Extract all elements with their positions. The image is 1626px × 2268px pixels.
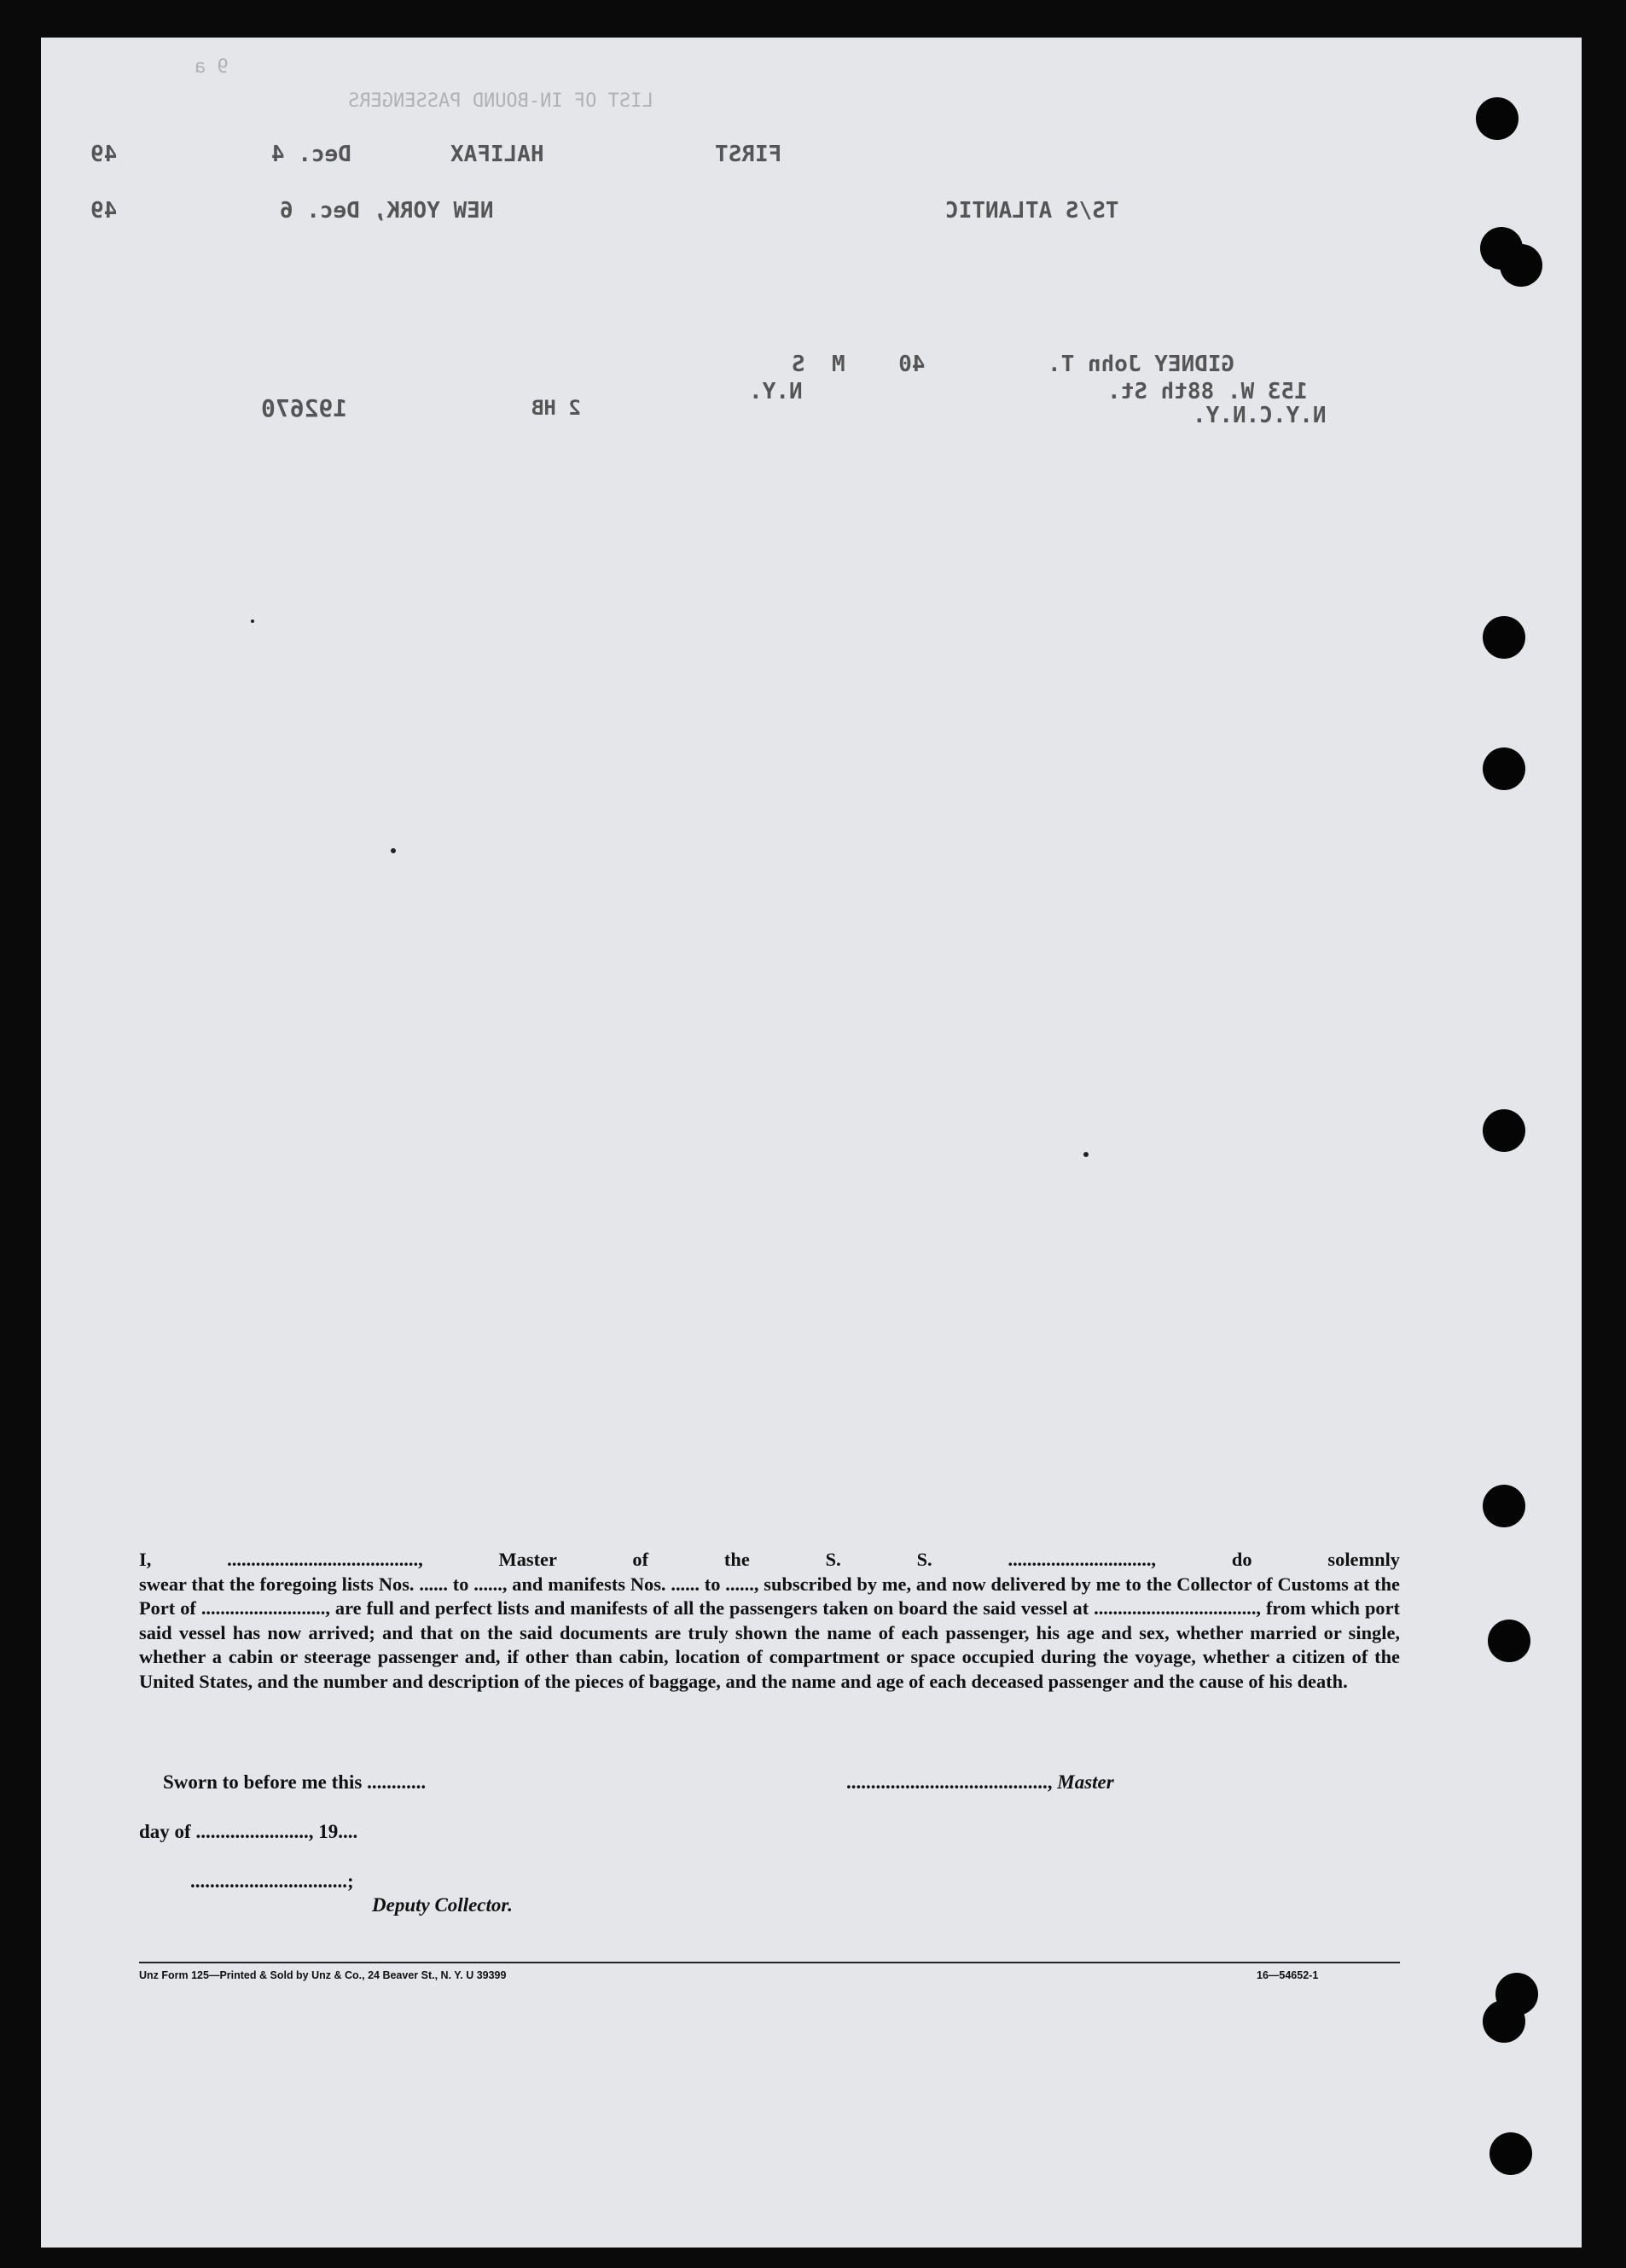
punch-hole: [1483, 2000, 1525, 2043]
bleed-port-from: HALIFAX: [450, 142, 544, 167]
bleed-cabin: 2 HB: [531, 396, 581, 420]
oath-first-line: I, ........................................, Master of the S. S. .............................., do solemnly: [139, 1549, 1400, 1570]
ink-speck: [1083, 1152, 1089, 1157]
footer-rule: [139, 1962, 1400, 1963]
punch-hole: [1476, 97, 1519, 140]
bleed-page-number: 9 a: [195, 56, 229, 78]
ink-speck: [251, 619, 254, 623]
bleed-passenger-name: GIDNEY John T.: [1048, 352, 1235, 377]
manifest-page: [41, 38, 1582, 2248]
bleed-vessel: TS/S ATLANTIC: [945, 198, 1119, 224]
sworn-line: Sworn to before me this ............: [163, 1771, 427, 1793]
master-oath: [139, 1548, 1400, 1695]
printer-imprint: Unz Form 125—Printed & Sold by Unz & Co., 24 Beaver St., N. Y. U 39399: [139, 1969, 507, 1981]
bleed-list-title: LIST OF IN-BOUND PASSENGERS: [348, 90, 653, 112]
bleed-year-from: 49: [90, 142, 118, 167]
form-number: 16—54652-1: [1257, 1969, 1319, 1981]
day-of-line: day of ......................., 19....: [139, 1821, 358, 1842]
bleed-port-to: NEW YORK, Dec. 6: [280, 198, 494, 224]
punch-hole: [1500, 244, 1542, 287]
bleed-address-1: 153 W. 88th St.: [1107, 379, 1308, 404]
master-dots: .........................................,: [846, 1771, 1053, 1793]
punch-hole: [1483, 1109, 1525, 1152]
bleed-age-sex: 40 M S: [792, 352, 926, 377]
bleed-date-from: Dec. 4: [271, 142, 351, 167]
punch-hole: [1483, 616, 1525, 659]
bleed-nationality: N.Y.: [749, 379, 803, 404]
punch-hole: [1483, 1485, 1525, 1527]
deputy-collector-label: Deputy Collector.: [372, 1894, 513, 1916]
punch-hole: [1488, 1620, 1530, 1662]
bleed-number: 192670: [261, 394, 348, 422]
ink-speck: [391, 848, 396, 853]
master-signature-line: [846, 1771, 1114, 1794]
punch-hole: [1490, 2132, 1532, 2175]
oath-body: swear that the foregoing lists Nos. ...... to ......, and manifests Nos. ...... to ......, subscribed by me, and now delivered by me to the Collector of Customs at the Port of .........................., are full and perfect lists and manifests of all the passengers taken on board the said vessel at .................................., from which port said vessel has now arrived; and that on the said documents are truly shown the name of each passenger, his age and sex, whether married or single, whether a cabin or steerage passenger and, if other than cabin, location of compartment or space occupied during the voyage, whether a citizen of the United States, and the number and description of the pieces of baggage, and the name and age of each deceased passenger and the cause of his death.: [139, 1573, 1400, 1692]
bleed-year-to: 49: [90, 198, 118, 224]
bleed-address-2: N.Y.C.N.Y.: [1193, 403, 1327, 428]
bleed-class: FIRST: [715, 142, 782, 167]
deputy-dots: ................................;: [190, 1870, 354, 1892]
master-label: Master: [1057, 1771, 1114, 1793]
punch-hole: [1483, 747, 1525, 790]
